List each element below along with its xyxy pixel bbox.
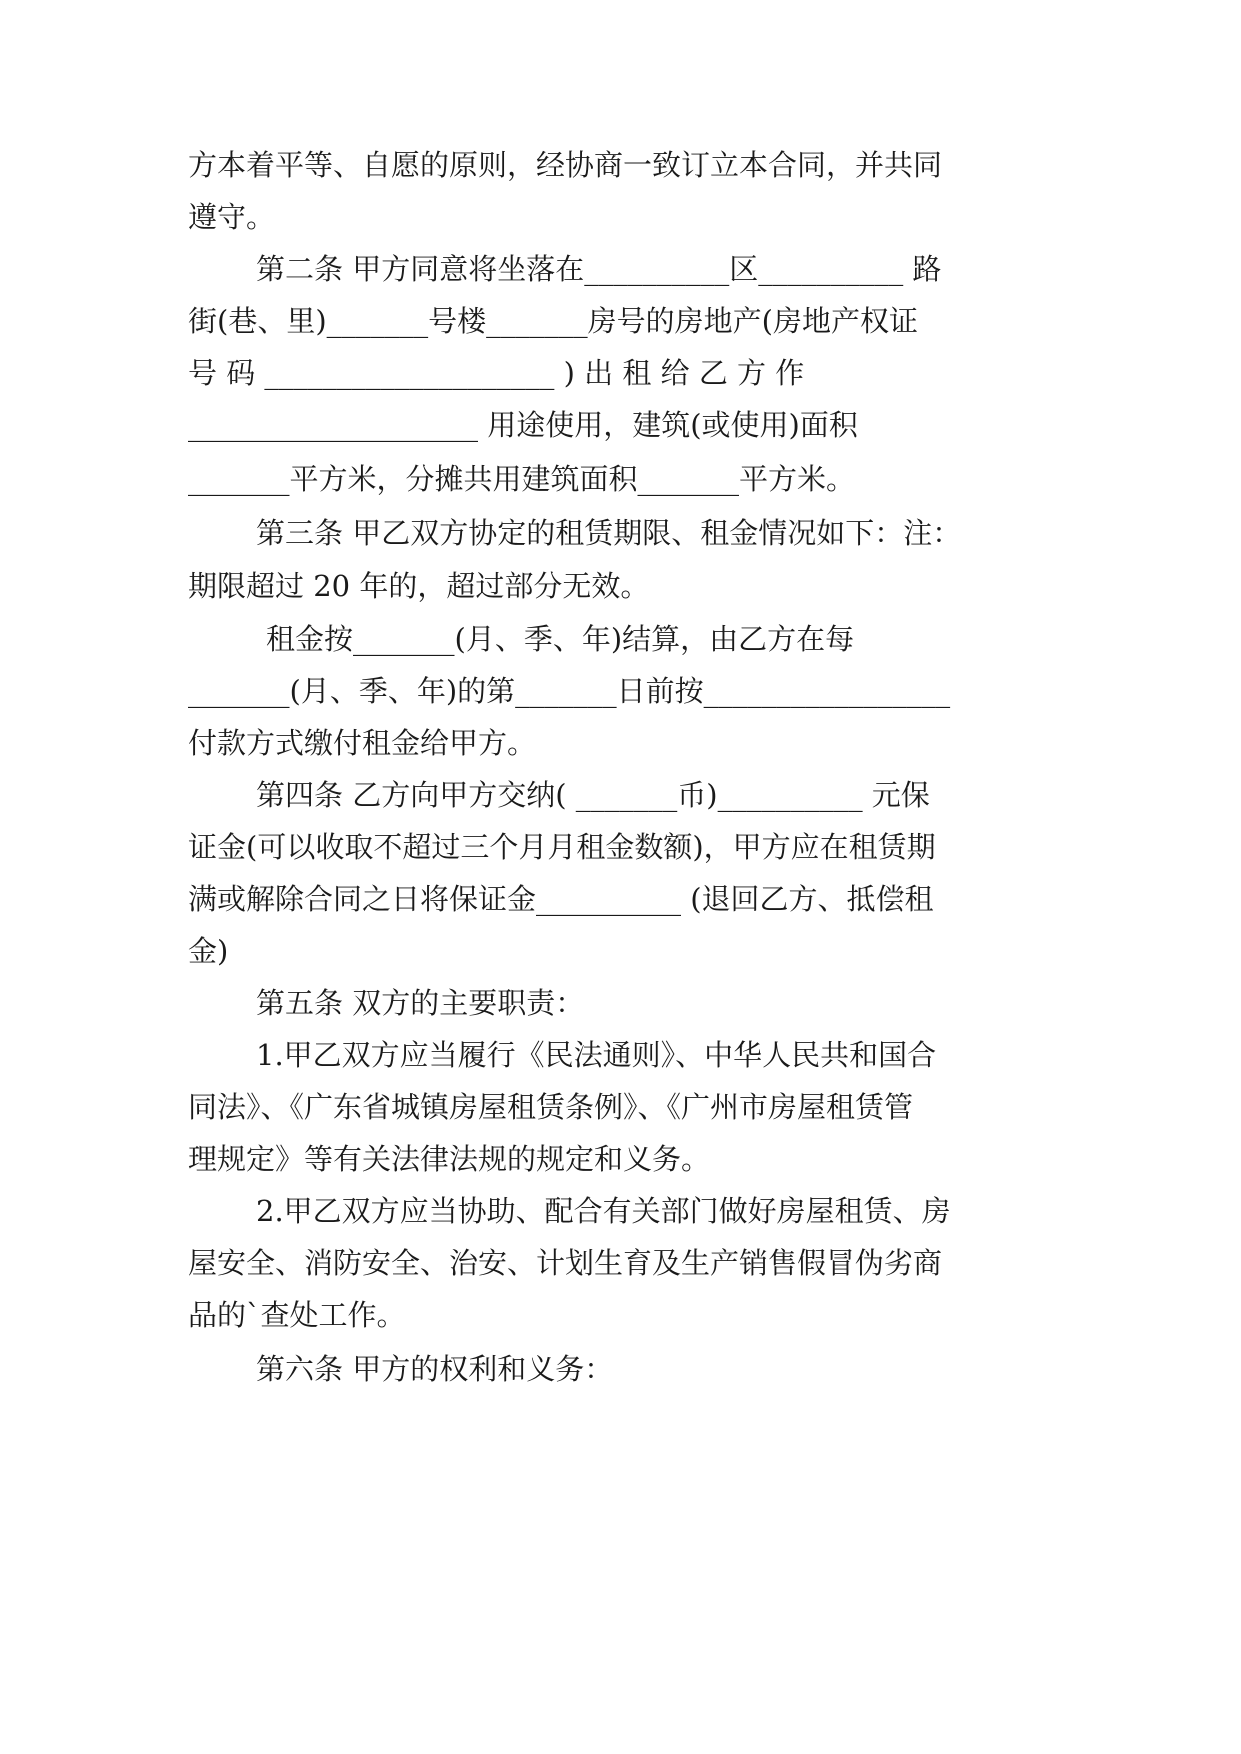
text-line: 第四条 乙方向甲方交纳( _______币)__________ 元保 bbox=[256, 778, 930, 812]
text-line: 第六条 甲方的权利和义务： bbox=[256, 1352, 614, 1386]
text-line: 租金按_______(月、季、年)结算，由乙方在每 bbox=[266, 622, 855, 656]
text-line: 街(巷、里)_______号楼_______房号的房地产(房地产权证 bbox=[188, 304, 918, 338]
text-line: 满或解除合同之日将保证金__________ (退回乙方、抵偿租 bbox=[188, 882, 934, 916]
text-line: 号 码 ____________________ ) 出 租 给 乙 方 作 bbox=[188, 356, 805, 390]
text-line: 理规定》等有关法律法规的规定和义务。 bbox=[188, 1142, 711, 1176]
text-line: 付款方式缴付租金给甲方。 bbox=[188, 726, 537, 760]
text-line: 同法》、《广东省城镇房屋租赁条例》、《广州市房屋租赁管 bbox=[188, 1090, 914, 1124]
text-line: 第三条 甲乙双方协定的租赁期限、租金情况如下：注： bbox=[256, 516, 962, 550]
text-line: 第二条 甲方同意将坐落在__________区__________ 路 bbox=[256, 252, 942, 286]
text-line: 金) bbox=[188, 934, 229, 968]
text-line: 屋安全、消防安全、治安、计划生育及生产销售假冒伪劣商 bbox=[188, 1246, 943, 1280]
text-line: _______(月、季、年)的第_______日前按_________________ bbox=[188, 674, 951, 708]
text-line: 第五条 双方的主要职责： bbox=[256, 986, 585, 1020]
text-line: 方本着平等、自愿的原则，经协商一致订立本合同，并共同 bbox=[188, 148, 943, 182]
text-line: 遵守。 bbox=[188, 200, 276, 234]
text-line: 品的`查处工作。 bbox=[188, 1298, 406, 1332]
text-line: _______平方米，分摊共用建筑面积_______平方米。 bbox=[188, 462, 856, 496]
text-line: 2.甲乙双方应当协助、配合有关部门做好房屋租赁、房 bbox=[256, 1194, 951, 1228]
text-line: ____________________ 用途使用，建筑(或使用)面积 bbox=[188, 408, 858, 442]
text-line: 证金(可以收取不超过三个月月租金数额)，甲方应在租赁期 bbox=[188, 830, 936, 864]
text-line: 期限超过 20 年的，超过部分无效。 bbox=[188, 569, 650, 603]
text-line: 1.甲乙双方应当履行《民法通则》、中华人民共和国合 bbox=[256, 1038, 937, 1072]
